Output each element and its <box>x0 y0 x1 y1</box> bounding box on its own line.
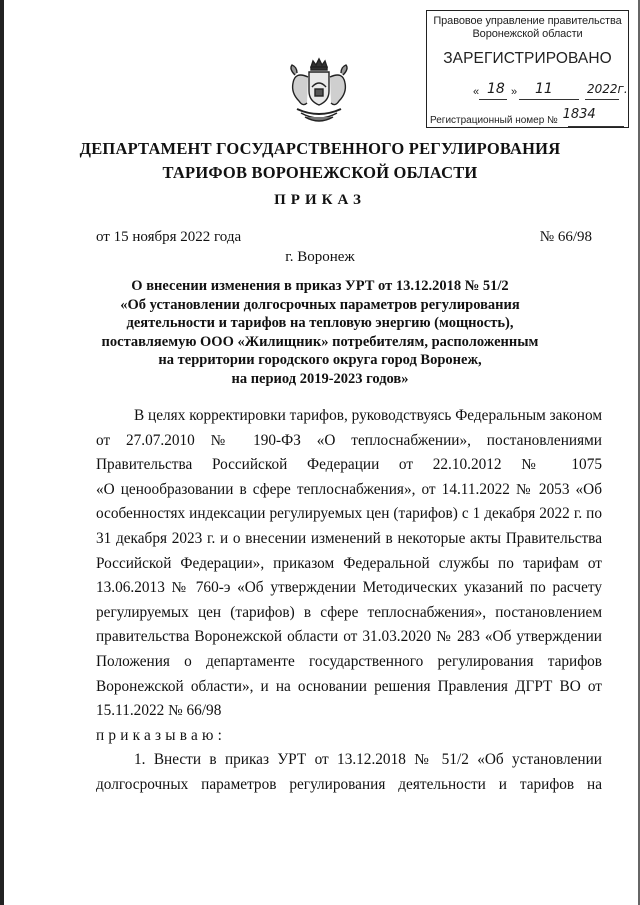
stamp-year-underline <box>585 99 619 100</box>
registration-stamp <box>426 10 629 128</box>
stamp-date-year: 2022г. <box>587 82 628 96</box>
body-line: регулируемых цен (тарифов) в сфере теплоснабжения», постановлением <box>96 603 602 621</box>
stamp-date-month: 11 <box>535 81 553 97</box>
stamp-month-underline <box>519 99 579 100</box>
stamp-day-underline <box>479 99 507 100</box>
subject-line: «Об установлении долгосрочных параметров регулирования <box>120 296 520 313</box>
subject-line: на территории городского округа город Воронеж, <box>158 352 482 368</box>
item-line: долгосрочных параметров регулирования деятельности и тарифов на <box>96 775 602 793</box>
stamp-org-line2: Воронежской области <box>472 28 583 40</box>
order-number: № 66/98 <box>539 229 592 245</box>
order-date: от 15 ноября 2022 года <box>96 229 242 245</box>
body-line: 13.06.2013 № 760-э «Об утверждении Методических указаний по расчету <box>96 579 602 597</box>
body-line: правительства Воронежской области от 31.03.2020 № 283 «Об утверждении <box>96 628 602 646</box>
stamp-date <box>437 81 628 104</box>
stamp-org-line1: Правовое управление правительства <box>433 15 622 27</box>
body-line: «О ценообразовании в сфере теплоснабжения», от 14.11.2022 № 2053 «Об <box>96 480 602 498</box>
body-line: Воронежской области», и на основании решения Правления ДГРТ ВО от <box>96 677 602 695</box>
item-line: 1. Внести в приказ УРТ от 13.12.2018 № 51/2 «Об установлении <box>134 751 602 769</box>
stamp-date-close: » <box>511 86 518 98</box>
subject-line: поставляемую ООО «Жилищник» потребителям, расположенным <box>101 333 539 350</box>
body-line: Правительства Российской Федерации от 22.10.2012 № 1075 <box>96 456 602 474</box>
orders-word: приказываю: <box>96 726 227 744</box>
scan-left-edge <box>0 0 4 905</box>
coat-of-arms-icon <box>283 57 355 127</box>
order-body <box>96 404 602 798</box>
department-title-line2: ТАРИФОВ ВОРОНЕЖСКОЙ ОБЛАСТИ <box>162 163 478 182</box>
stamp-regno <box>430 107 596 127</box>
body-line: Российской Федерации», приказом Федеральной службы по тарифам от <box>96 554 602 572</box>
department-title-line1: ДЕПАРТАМЕНТ ГОСУДАРСТВЕННОГО РЕГУЛИРОВАНИЯ <box>79 139 561 158</box>
body-line: 15.11.2022 № 66/98 <box>96 702 222 720</box>
stamp-date-day: 18 <box>487 81 505 97</box>
subject-line: деятельности и тарифов на тепловую энергию (мощность), <box>126 315 514 331</box>
subject-line: на период 2019-2023 годов» <box>231 370 409 387</box>
document-type: ПРИКАЗ <box>274 192 366 208</box>
body-line: особенностях индексации регулируемых цен (тарифов) с 1 декабря 2022 г. по <box>96 505 602 523</box>
stamp-date-open: « <box>473 86 480 98</box>
order-city: г. Воронеж <box>285 249 355 265</box>
body-line: 31 декабря 2023 г. и о внесении изменений в некоторые акты Правительства <box>96 529 602 547</box>
stamp-registered: ЗАРЕГИСТРИРОВАНО <box>443 50 612 67</box>
stamp-regno-label: Регистрационный номер № <box>430 115 558 126</box>
body-line: от 27.07.2010 № 190-ФЗ «О теплоснабжении», постановлениями <box>96 431 602 449</box>
subject-line: О внесении изменения в приказ УРТ от 13.12.2018 № 51/2 <box>131 278 509 294</box>
department-title <box>60 137 580 185</box>
stamp-org <box>427 15 628 41</box>
body-line: В целях корректировки тарифов, руководствуясь Федеральным законом <box>134 407 602 424</box>
body-line: Положения о департаменте государственного регулирования тарифов <box>96 652 602 670</box>
order-subject <box>80 277 560 388</box>
stamp-regno-value: 1834 <box>562 107 596 122</box>
stamp-regno-underline <box>568 126 624 127</box>
